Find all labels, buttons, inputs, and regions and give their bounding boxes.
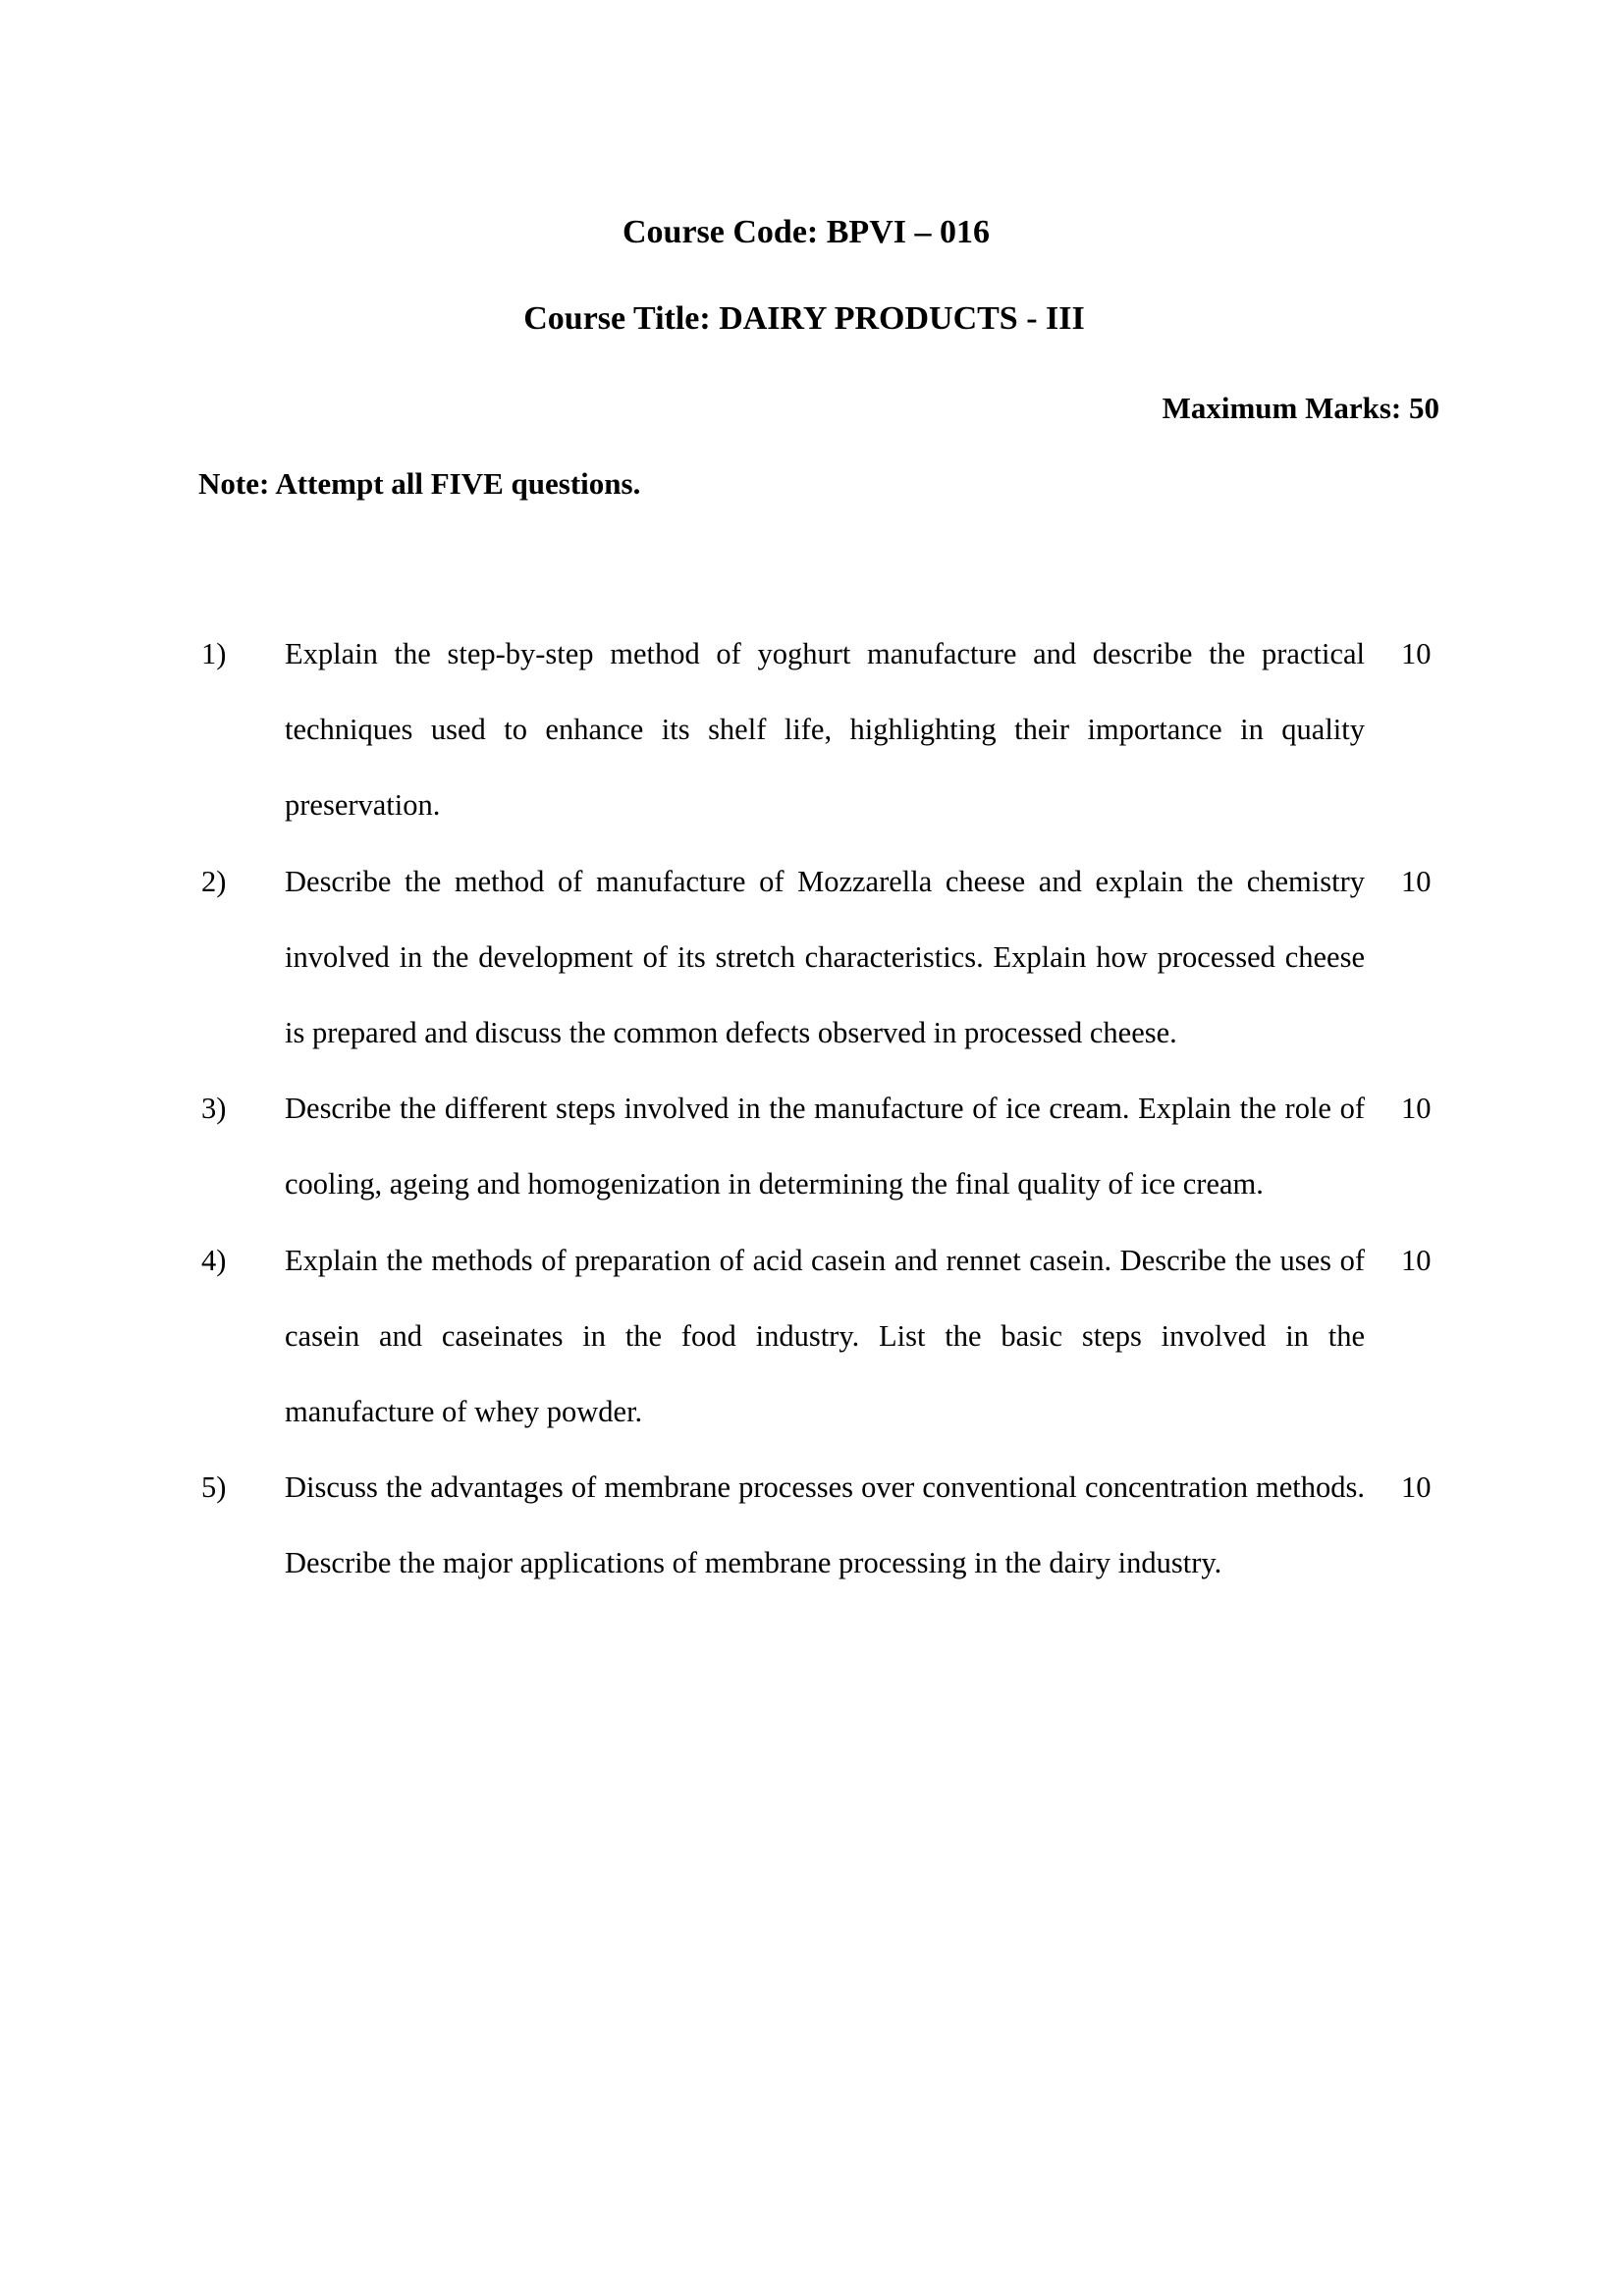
question-text: Describe the different steps involved in the manufacture of ice cream. Explain the role of cooling, ageing and homogenization in determining the final quality of ice cream. bbox=[285, 1092, 1365, 1201]
question-number: 1) bbox=[201, 637, 227, 670]
question-marks: 10 bbox=[1401, 637, 1432, 670]
maximum-marks-label: Maximum Marks: 50 bbox=[1162, 391, 1439, 425]
course-title-heading: Course Title: DAIRY PRODUCTS - III bbox=[523, 300, 1085, 337]
question-number: 2) bbox=[201, 864, 227, 898]
question-number: 4) bbox=[201, 1243, 227, 1277]
question-marks: 10 bbox=[1401, 1470, 1432, 1505]
question-text: Explain the step-by-step method of yoghurt manufacture and describe the practical techniques used to enhance its shelf life, highlighting their importance in quality preservation. bbox=[285, 637, 1365, 823]
question-item bbox=[0, 1071, 1624, 1222]
question-item bbox=[0, 1450, 1624, 1601]
question-item bbox=[0, 844, 1624, 1072]
question-number: 3) bbox=[201, 1092, 227, 1126]
question-item bbox=[0, 616, 1624, 844]
question-list bbox=[0, 616, 1624, 1602]
course-code-heading: Course Code: BPVI – 016 bbox=[623, 214, 990, 250]
question-item bbox=[0, 1223, 1624, 1451]
question-marks: 10 bbox=[1401, 864, 1432, 898]
question-text: Discuss the advantages of membrane processes over conventional concentration methods. Describe the major applications of membrane processing in the dairy industry. bbox=[285, 1470, 1365, 1580]
question-marks: 10 bbox=[1401, 1092, 1432, 1126]
question-text: Describe the method of manufacture of Mozzarella cheese and explain the chemistry involved in the development of its stretch characteristics. Explain how processed cheese is prepared and discuss the common defects observed in processed cheese. bbox=[285, 864, 1365, 1050]
question-number: 5) bbox=[201, 1470, 227, 1505]
question-text: Explain the methods of preparation of acid casein and rennet casein. Describe the uses of casein and caseinates in the food industry. List the basic steps involved in the manufacture of whey powder. bbox=[285, 1243, 1365, 1429]
question-marks: 10 bbox=[1401, 1243, 1432, 1277]
instructions-note: Note: Attempt all FIVE questions. bbox=[198, 466, 641, 501]
